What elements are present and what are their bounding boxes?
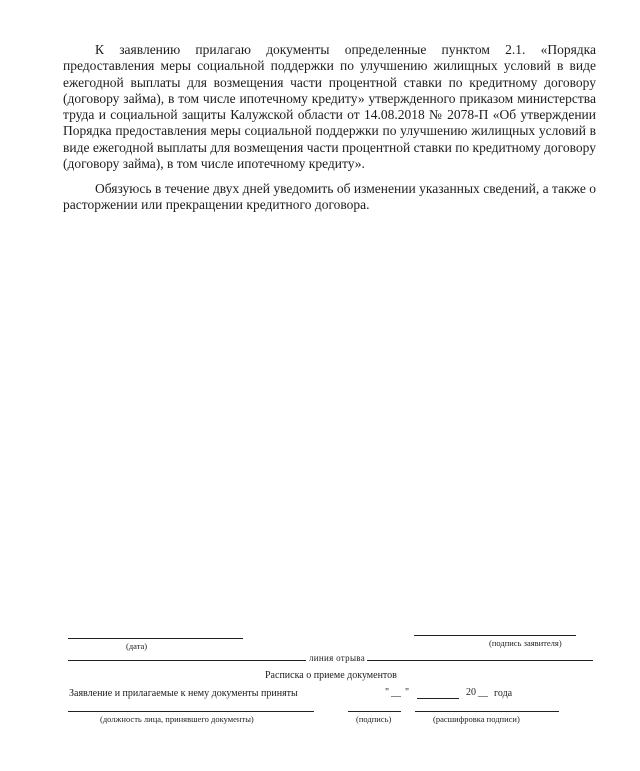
cut-line-label: линия отрыва — [309, 653, 366, 663]
applicant-signature-caption: (подпись заявителя) — [489, 638, 562, 648]
decryption-line — [415, 711, 559, 712]
date-caption: (дата) — [126, 641, 148, 651]
receipt-title: Расписка о приеме документов — [265, 670, 397, 681]
date-month-line — [417, 698, 459, 699]
paragraph-obligation: Обязуюсь в течение двух дней уведомить об изменении указанных сведений, а также о расторжении или прекращении кредитного договора. — [63, 181, 596, 213]
applicant-signature-line — [414, 635, 576, 636]
cut-line-right — [367, 660, 593, 661]
date-open-quote: " — [385, 687, 390, 698]
year-blank: __ — [478, 687, 488, 698]
signature-line — [348, 711, 401, 712]
position-caption: (должность лица, принявшего документы) — [100, 714, 254, 724]
date-day-blank: __ — [391, 687, 401, 698]
accepted-text: Заявление и прилагаемые к нему документы приняты — [69, 688, 298, 699]
decryption-caption: (расшифровка подписи) — [433, 714, 520, 724]
signature-caption: (подпись) — [356, 714, 392, 724]
position-line — [68, 711, 314, 712]
cut-line-left — [68, 660, 306, 661]
date-line — [68, 638, 243, 639]
date-close-quote: " — [405, 687, 410, 698]
year-word: года — [494, 688, 513, 699]
paragraph-documents-attached: К заявлению прилагаю документы определенные пунктом 2.1. «Порядка предоставления меры социальной поддержки по улучшению жилищных условий в виде ежегодной выплаты для возмещения части процентной ставки по кредитному договору (договору займа), в том числе ипотечному кредиту» утвержденного приказом министерства труда и социальной защиты Калужской области от 14.08.2018 № 2078-П «Об утверждении Порядка предоставления меры социальной поддержки по улучшению жилищных условий в виде ежегодной выплаты для возмещения части процентной ставки по кредитному договору (договору займа), в том числе ипотечному кредиту». — [63, 42, 596, 172]
year-prefix: 20 — [466, 687, 476, 698]
